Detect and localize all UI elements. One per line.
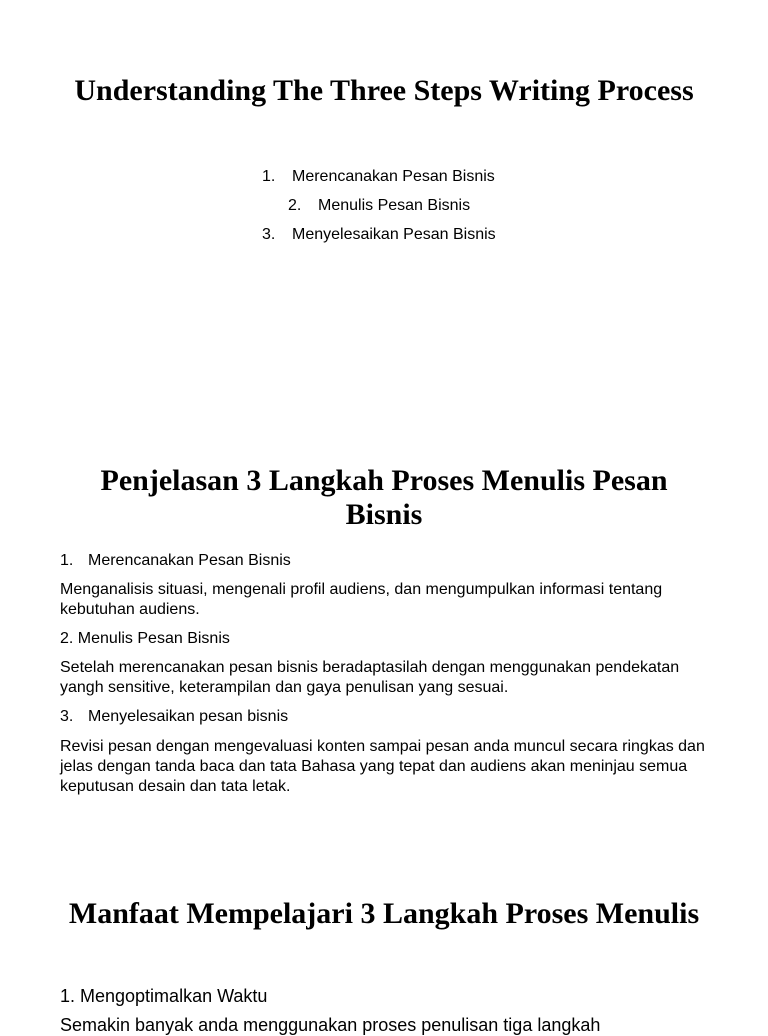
list-item-number: 3.	[262, 226, 276, 243]
list-item	[288, 196, 470, 216]
section-heading-3	[60, 707, 288, 727]
list-item-label: Merencanakan Pesan Bisnis	[292, 168, 495, 185]
section-text-3: Revisi pesan dengan mengevaluasi konten sampai pesan anda muncul secara ringkas dan jelas dengan tanda baca dan tata Bahasa yang tepat dan audiens akan meninjau semua keputusan desain dan tata letak.	[60, 738, 705, 795]
section-heading-1	[60, 551, 291, 571]
section-number: 3.	[60, 708, 74, 725]
section-heading-label: Merencanakan Pesan Bisnis	[88, 552, 291, 569]
section-heading-optimize-time: 1. Mengoptimalkan Waktu	[60, 986, 268, 1006]
list-item-number: 1.	[262, 168, 276, 185]
list-item-number: 2.	[288, 197, 302, 214]
section-text-1: Menganalisis situasi, mengenali profil audiens, dan mengumpulkan informasi tentang kebutuhan audiens.	[60, 581, 663, 618]
slide1-title: Understanding The Three Steps Writing Process	[74, 74, 694, 107]
section-number: 1.	[60, 552, 74, 569]
section-text-2: Setelah merencanakan pesan bisnis beradaptasilah dengan menggunakan pendekatan yangh sensitive, keterampilan dan gaya penulisan yang sesuai.	[60, 659, 680, 696]
list-item-label: Menulis Pesan Bisnis	[318, 197, 471, 214]
section-heading-label: Menyelesaikan pesan bisnis	[88, 708, 289, 725]
section-number: 2.	[60, 630, 74, 647]
section-text-cut: Semakin banyak anda menggunakan proses penulisan tiga langkah	[60, 1015, 601, 1035]
list-item	[262, 167, 495, 187]
list-item	[262, 225, 496, 245]
list-item-label: Menyelesaikan Pesan Bisnis	[292, 226, 496, 243]
section-heading-2	[60, 629, 230, 649]
section-heading-label: Menulis Pesan Bisnis	[77, 630, 230, 647]
slide3-title: Manfaat Mempelajari 3 Langkah Proses Menulis	[68, 897, 700, 930]
slide2-title: Penjelasan 3 Langkah Proses Menulis Pesan Bisnis	[100, 464, 668, 531]
